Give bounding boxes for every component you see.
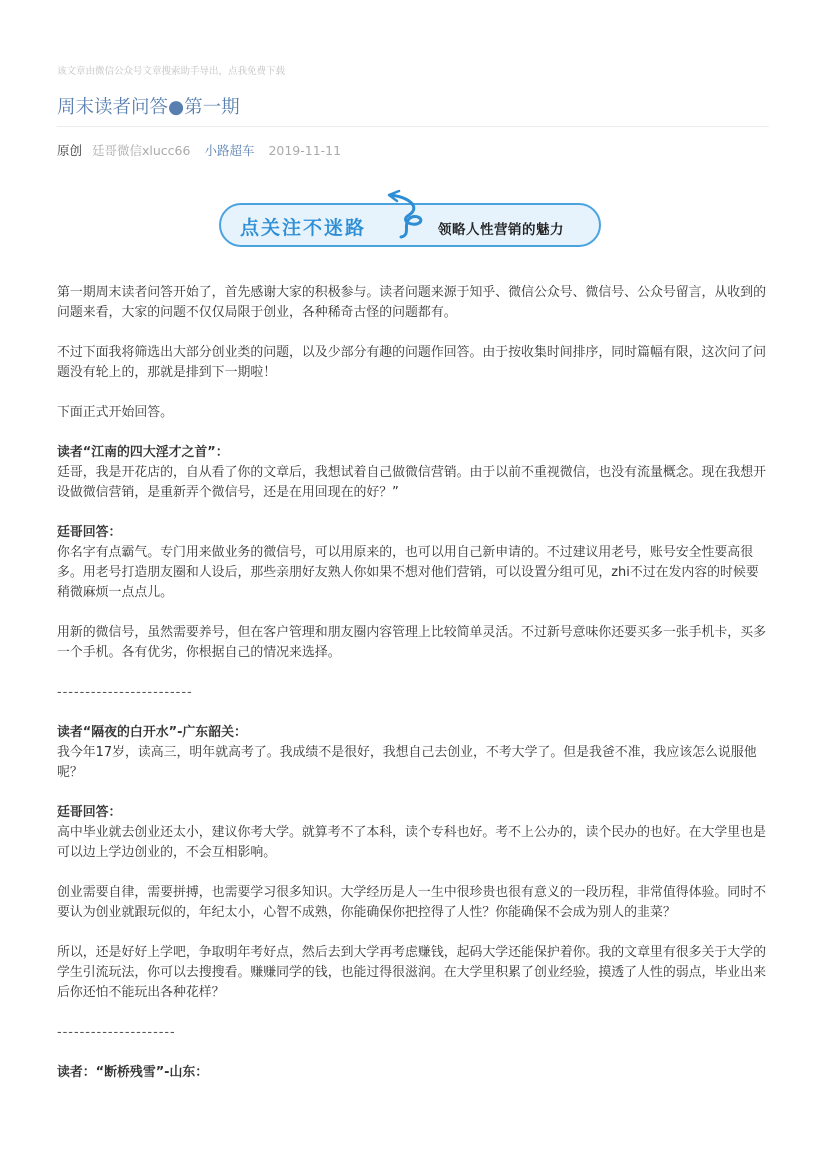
original-label: 原创 — [57, 143, 83, 158]
section-separator: --------------------- — [57, 1025, 176, 1040]
intro-paragraph: 不过下面我将筛选出大部分创业类的问题，以及少部分有趣的问题作回答。由于按收集时间排序，同时篇幅有限，这次问了问题没有轮上的，那就是排到下一期啦！ — [57, 345, 766, 380]
swirl-arrow-icon — [379, 185, 439, 251]
answer-heading: 廷哥回答： — [57, 805, 122, 820]
banner-slogan-text: 领略人性营销的魅力 — [438, 222, 564, 238]
intro-paragraph: 第一期周末读者问答开始了，首先感谢大家的积极参与。读者问题来源于知乎、微信公众号、微信号、公众号留言，从收到的问题来看，大家的问题不仅仅局限于创业，各种稀奇古怪的问题都有。 — [57, 285, 766, 320]
publish-date: 2019-11-11 — [268, 143, 342, 158]
answer-heading: 廷哥回答： — [57, 525, 122, 540]
answer-paragraph: 创业需要自律，需要拼搏，也需要学习很多知识。大学经历是人一生中很珍贵也很有意义的一段历程，非常值得体验。同时不要认为创业就跟玩似的，年纪太小，心智不成熟，你能确保你把控得了人性？你能确保不会成为别人的韭菜？ — [57, 885, 766, 920]
section-separator: ------------------------ — [57, 685, 193, 700]
banner-follow-text: 点关注不迷路 — [240, 217, 367, 239]
title-divider — [57, 126, 769, 127]
export-note-link[interactable]: 该文章由微信公众号文章搜索助手导出，点我免费下载 — [57, 66, 286, 77]
reader-name-heading: 读者“江南的四大淫才之首”： — [57, 445, 229, 460]
account-link[interactable]: 小路超车 — [204, 143, 255, 158]
article-body — [57, 283, 769, 1083]
intro-paragraph: 下面正式开始回答。 — [57, 405, 174, 420]
author-name: 廷哥微信xlucc66 — [92, 143, 191, 158]
answer-paragraph: 高中毕业就去创业还太小，建议你考大学。就算考不了本科，读个专科也好。考不上公办的，读个民办的也好。在大学里也是可以边上学边创业的，不会互相影响。 — [57, 825, 766, 860]
answer-paragraph: 用新的微信号，虽然需要养号，但在客户管理和朋友圈内容管理上比较简单灵活。不过新号意味你还要买多一张手机卡，买多一个手机。各有优劣，你根据自己的情况来选择。 — [57, 625, 766, 660]
reader-name-heading: 读者“隔夜的白开水”-广东韶关： — [57, 725, 247, 740]
article-meta — [57, 141, 341, 159]
follow-banner — [219, 185, 603, 251]
reader-name-heading: 读者：“断桥残雪”-山东： — [57, 1065, 209, 1080]
reader-question: 我今年17岁，读高三，明年就高考了。我成绩不是很好，我想自己去创业，不考大学了。但是我爸不准，我应该怎么说服他呢？ — [57, 745, 757, 780]
reader-question: 廷哥，我是开花店的，自从看了你的文章后，我想试着自己做微信营销。由于以前不重视微信，也没有流量概念。现在我想开设做微信营销，是重新弄个微信号，还是在用回现在的好？” — [57, 465, 766, 500]
answer-paragraph: 所以，还是好好上学吧，争取明年考好点，然后去到大学再考虑赚钱，起码大学还能保护着你。我的文章里有很多关于大学的学生引流玩法，你可以去搜搜看。赚赚同学的钱，也能过得很滋润。在大学里积累了创业经验，摸透了人性的弱点，毕业出来后你还怕不能玩出各种花样？ — [57, 945, 766, 1000]
answer-paragraph: 你名字有点霸气。专门用来做业务的微信号，可以用原来的，也可以用自己新申请的。不过建议用老号，账号安全性要高很多。用老号打造朋友圈和人设后，那些亲朋好友熟人你如果不想对他们营销，可以设置分组可见，zhi不过在发内容的时候要稍微麻烦一点点儿。 — [57, 545, 759, 600]
article-title: 周末读者问答●第一期 — [57, 97, 240, 118]
